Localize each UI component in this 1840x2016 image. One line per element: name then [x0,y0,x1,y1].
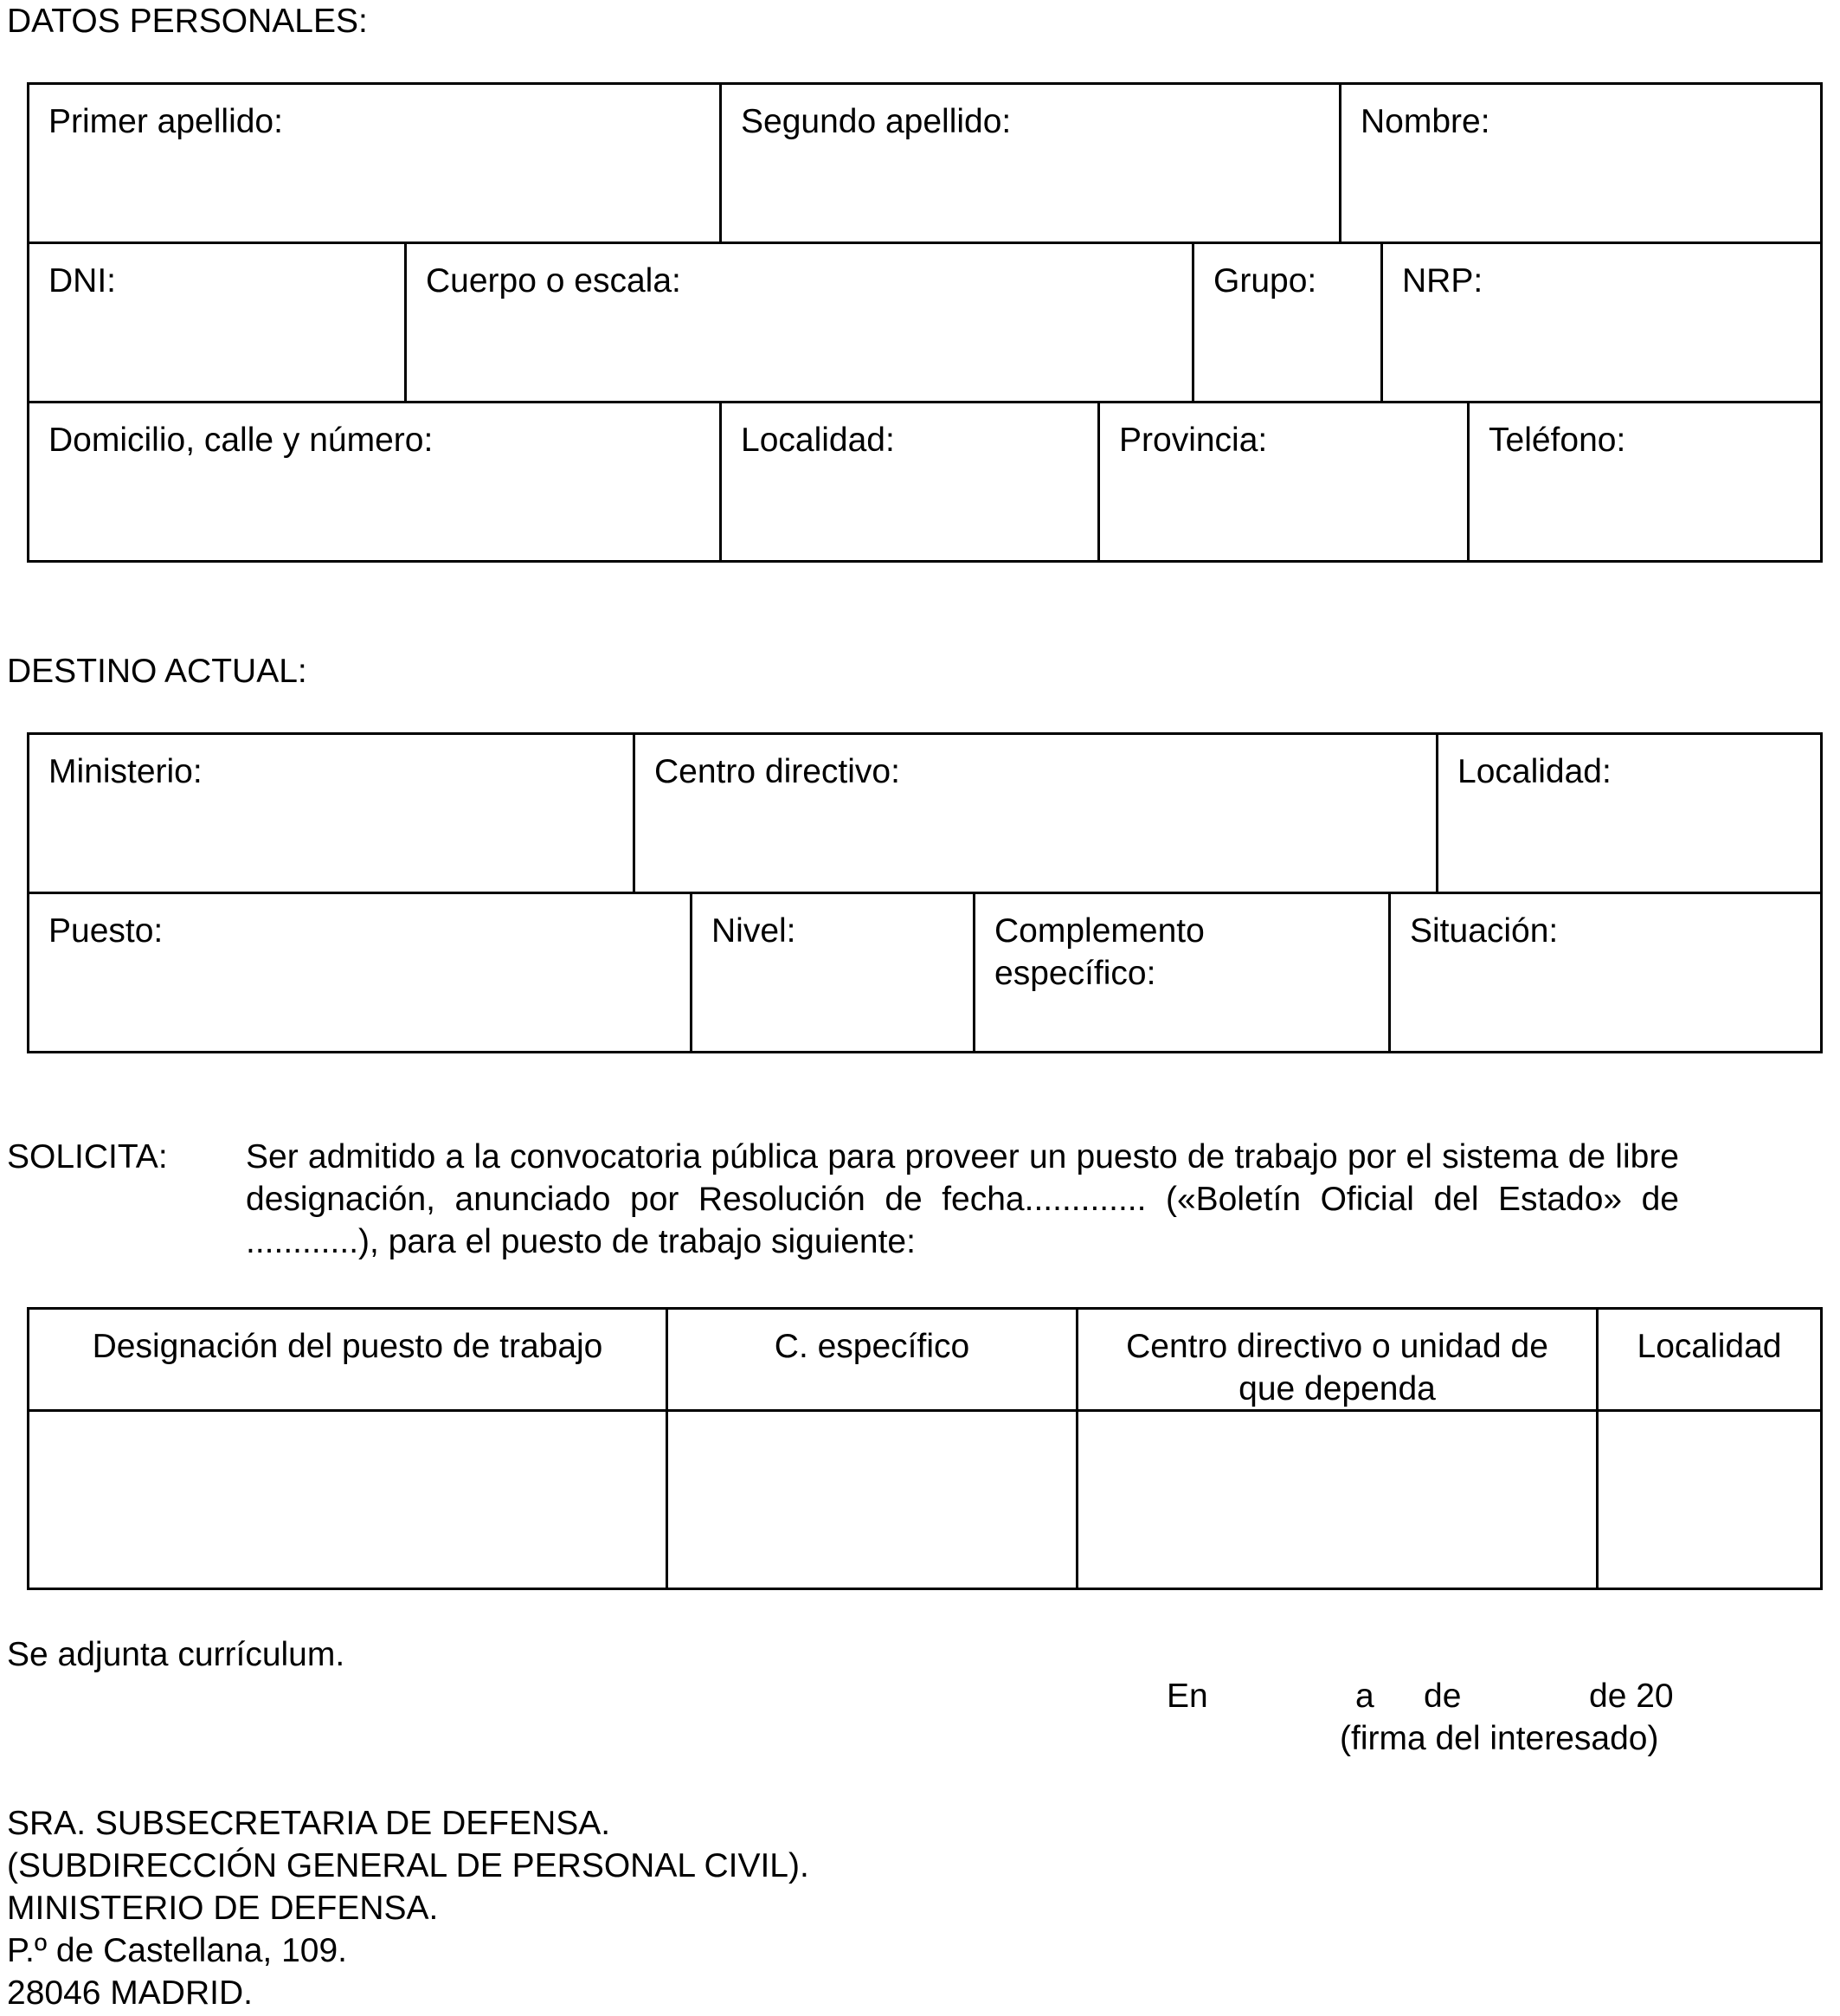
telefono-label: Teléfono: [1489,422,1626,459]
situacion-label: Situación: [1410,912,1559,950]
header-centro-directivo [1078,1310,1599,1409]
solicita-text: Ser admitido a la convocatoria pública para proveer un puesto de trabajo por el sistema de libre designación, anunciado por Resolución de fecha............. («Boletín Oficial del Estado» de ............), para el puesto de trabajo siguiente: [246,1138,1679,1260]
puesto-solicitado-table [27,1307,1823,1590]
header-centro-directivo-label: Centro directivo o unidad de que dependa [1126,1328,1548,1407]
centro-directivo-input-cell[interactable] [1078,1412,1599,1588]
header-designacion [29,1310,668,1409]
puesto-label: Puesto: [48,912,164,950]
localidad-personal-label: Localidad: [741,422,895,459]
localidad-destino-label: Localidad: [1457,753,1612,790]
provincia-field[interactable] [1100,403,1470,560]
section-title-destino-actual: DESTINO ACTUAL: [7,653,307,690]
puesto-field[interactable] [29,894,692,1051]
destino-row-2 [29,894,1823,1053]
cuerpo-escala-field[interactable] [407,244,1194,401]
section-title-datos-personales: DATOS PERSONALES: [7,3,368,40]
datos-row-2 [29,244,1823,403]
puesto-table-header [29,1310,1823,1412]
header-c-especifico [668,1310,1078,1409]
address-line-5: 28046 MADRID. [7,1974,253,2012]
primer-apellido-label: Primer apellido: [48,103,283,140]
address-line-2: (SUBDIRECCIÓN GENERAL DE PERSONAL CIVIL). [7,1847,809,1884]
address-line-3: MINISTERIO DE DEFENSA. [7,1890,439,1927]
year-label: de 20 [1589,1678,1674,1715]
localidad-personal-field[interactable] [722,403,1100,560]
primer-apellido-field[interactable] [29,85,722,242]
address-line-1: SRA. SUBSECRETARIA DE DEFENSA. [7,1805,611,1842]
destino-actual-table [27,732,1823,1053]
curriculum-note: Se adjunta currículum. [7,1636,345,1673]
day-label: a [1355,1678,1374,1715]
header-c-especifico-label: C. específico [774,1328,970,1365]
address-line-4: P.º de Castellana, 109. [7,1932,347,1969]
destino-row-1 [29,735,1823,894]
centro-directivo-label: Centro directivo: [654,753,900,790]
provincia-label: Provincia: [1119,422,1268,459]
designacion-input-cell[interactable] [29,1412,668,1588]
centro-directivo-field[interactable] [635,735,1438,892]
domicilio-field[interactable] [29,403,722,560]
header-designacion-label: Designación del puesto de trabajo [92,1328,603,1365]
domicilio-label: Domicilio, calle y número: [48,422,434,459]
nombre-field[interactable] [1341,85,1823,242]
dni-label: DNI: [48,262,116,300]
localidad-input-cell[interactable] [1599,1412,1823,1588]
signature-caption: (firma del interesado) [1340,1720,1659,1757]
datos-personales-table [27,82,1823,563]
segundo-apellido-field[interactable] [722,85,1341,242]
complemento-label-line1: Complemento [994,912,1205,950]
header-localidad [1599,1310,1823,1409]
complemento-especifico-field[interactable] [975,894,1391,1051]
nrp-field[interactable] [1383,244,1823,401]
nombre-label: Nombre: [1361,103,1490,140]
cuerpo-escala-label: Cuerpo o escala: [426,262,681,300]
dni-field[interactable] [29,244,407,401]
situacion-field[interactable] [1391,894,1823,1051]
datos-row-1 [29,85,1823,244]
c-especifico-input-cell[interactable] [668,1412,1078,1588]
puesto-table-row [29,1412,1823,1590]
nivel-field[interactable] [692,894,975,1051]
grupo-field[interactable] [1194,244,1383,401]
ministerio-field[interactable] [29,735,635,892]
complemento-label-line2: específico: [994,955,1156,992]
datos-row-3 [29,403,1823,563]
telefono-field[interactable] [1470,403,1823,560]
place-label: En [1167,1678,1208,1715]
month-label: de [1424,1678,1462,1715]
segundo-apellido-label: Segundo apellido: [741,103,1012,140]
nivel-label: Nivel: [711,912,796,950]
header-localidad-label: Localidad [1637,1328,1782,1365]
localidad-destino-field[interactable] [1438,735,1823,892]
solicita-label: SOLICITA: [7,1138,168,1175]
nrp-label: NRP: [1402,262,1483,300]
ministerio-label: Ministerio: [48,753,203,790]
grupo-label: Grupo: [1213,262,1317,300]
